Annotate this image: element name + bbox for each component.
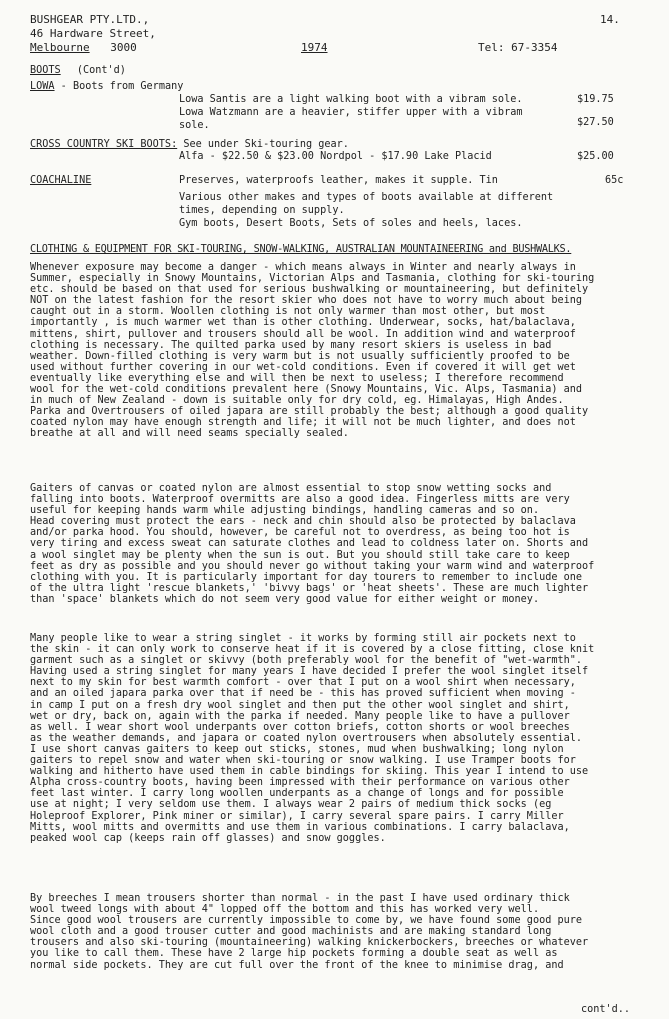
text-line: wool tweed longs with about 4" lopped off the bottom and this has worked very well. <box>30 904 540 916</box>
coachaline-price: 65c <box>605 175 624 186</box>
text-line: as well. I wear short wool underpants over cotton briefs, cotton shorts or wool breeches <box>30 721 570 733</box>
text-line: garment such as a singlet or skivvy (both preferably wool for the benefit of "wet-warmth". <box>30 655 583 667</box>
text-line: feet last winter. I carry long woollen underpants as a change of longs and for possible <box>30 788 564 800</box>
text-line: trousers and also ski-touring (mountaineering) walking knickerbockers, breeches or whatever <box>30 937 589 949</box>
text-line: Whenever exposure may become a danger - which means always in Winter and nearly always in <box>30 262 576 273</box>
text-line: a wool singlet may be plenty when the sun is out. But you should still take care to keep <box>30 549 570 561</box>
text-line: I use short canvas gaiters to keep out sticks, stones, mud when bushwalking; long nylon <box>30 743 564 755</box>
lowa-price-1: $19.75 <box>577 94 614 105</box>
other-boots-line: times, depending on supply. <box>179 205 345 216</box>
text-line: NOT on the latest fashion for the resort skier who does not have to worry much about being <box>30 295 583 307</box>
text-line: etc. should be based on that used for serious bushwalking or mountaineering, but definitely <box>30 284 589 296</box>
paragraph-4 <box>30 893 640 971</box>
company-name: BUSHGEAR PTY.LTD., <box>30 13 150 26</box>
text-line: feet as dry as possible and you should never go without taking your warm wind and waterproof <box>30 560 595 572</box>
city-line <box>30 41 137 54</box>
text-line: very tiring and excess sweat can saturate clothes and lead to coldness later on. Shorts and <box>30 538 589 550</box>
text-line: Parka and Overtrousers of oiled japara are still probably the best; although a good quality <box>30 406 589 418</box>
boots-contd: (Cont'd) <box>76 65 126 76</box>
text-line: Summer, especially in Snowy Mountains, Victorian Alps and Tasmania, clothing for ski-touring <box>30 273 595 285</box>
text-line: peaked wool cap (keeps rain off glasses) and snow goggles. <box>30 832 386 844</box>
text-line: Holeproof Explorer, Pink miner or similar), I carry several spare pairs. I carry Miller <box>30 810 564 822</box>
text-line: Gaiters of canvas or coated nylon are almost essential to stop snow wetting socks and <box>30 483 552 494</box>
text-line: clothing is necessary. The quilted parka used by many resort skiers is useless in bad <box>30 339 552 351</box>
lowa-title: LOWA <box>30 81 55 92</box>
phone: Tel: 67-3354 <box>478 41 558 54</box>
text-line: walking and hitherto have used them in cable bindings for skiing. This year I intend to use <box>30 766 589 778</box>
lowa-line-1: Lowa Santis are a light walking boot with a vibram sole. <box>179 94 523 105</box>
lowa-line-2: Lowa Watzmann are a heavier, stiffer upper with a vibram <box>179 107 523 118</box>
paragraph-2 <box>30 483 640 605</box>
coachaline-line: Preserves, waterproofs leather, makes it supple. Tin <box>179 175 498 186</box>
text-line: wool cloth and a good trouser cutter and good machinists and are making standard long <box>30 926 552 938</box>
xc-desc: See under Ski-touring gear. <box>177 139 349 150</box>
text-line: mittens, shirt, pullover and trousers should all be wool. In addition wind and waterproof <box>30 328 576 340</box>
xc-title: CROSS COUNTRY SKI BOOTS: <box>30 139 178 150</box>
text-line: Mitts, wool mitts and overmitts and use them in various combinations. I carry balaclava, <box>30 821 570 833</box>
coachaline-title: COACHALINE <box>30 175 92 186</box>
lowa-price-2: $27.50 <box>577 117 614 128</box>
boots-title: BOOTS <box>30 65 61 76</box>
text-line: weather. Down-filled clothing is very warm but is not usually sufficiently proofed to be <box>30 350 570 362</box>
other-boots-line: Various other makes and types of boots available at different <box>179 192 554 203</box>
lowa-desc: - Boots from Germany <box>54 81 184 92</box>
text-line: By breeches I mean trousers shorter than normal - in the past I have used ordinary thick <box>30 893 570 904</box>
other-boots-line: Gym boots, Desert Boots, Sets of soles and heels, laces. <box>179 218 523 229</box>
page-number: 14. <box>600 13 620 26</box>
text-line: caught out in a storm. Woollen clothing is not only warmer than most other, but most <box>30 306 546 318</box>
paragraph-3 <box>30 633 640 844</box>
text-line: clothing with you. It is particularly important for day tourers to remember to include one <box>30 571 583 583</box>
text-line: useful for keeping hands warm while adjusting bindings, handling cameras and so on. <box>30 505 540 517</box>
continued-footer: cont'd.. <box>581 1004 631 1015</box>
text-line: as the weather demands, and japara or coated nylon overtrousers when absolutely essential. <box>30 732 583 744</box>
text-line: Since good wool trousers are currently impossible to come by, we have found some good pure <box>30 915 583 927</box>
text-line: the skin - it can only work to conserve heat if it is covered by a close fitting, close knit <box>30 644 595 656</box>
year: 1974 <box>301 41 328 54</box>
clothing-heading: CLOTHING & EQUIPMENT FOR SKI-TOURING, SNOW-WALKING, AUSTRALIAN MOUNTAINEERING and BUSHWALKS. <box>30 244 572 255</box>
text-line: used without further covering in our wet-cold conditions. Even if covered it will get wet <box>30 361 576 373</box>
xc-price: $25.00 <box>577 151 614 162</box>
other-boots-block <box>179 191 619 230</box>
text-line: in much of New Zealand - down is suitable only for dry cold, eg. Himalayas, High Andes. <box>30 395 564 407</box>
text-line: you like to call them. These have 2 large hip pockets forming a double seat as well as <box>30 948 558 960</box>
text-line: use at night; I very seldom use them. I always wear 2 pairs of medium thick socks (eg <box>30 799 552 811</box>
text-line: falling into boots. Waterproof overmitts are also a good idea. Fingerless mitts are very <box>30 494 570 506</box>
text-line: wool for the wet-cold conditions prevalent here (Snowy Mountains, Vic. Alps, Tasmania) and <box>30 384 583 396</box>
paragraph-1 <box>30 262 640 440</box>
lowa-heading <box>30 81 183 92</box>
text-line: and/or parka hood. You should, however, be careful not to overdress, as being too hot is <box>30 527 570 539</box>
xc-boots-heading <box>30 139 349 150</box>
text-line: and an oiled japara parka over that if need be - this has proved sufficient when moving - <box>30 688 576 700</box>
boots-heading <box>30 65 126 76</box>
text-line: coated nylon may have enough strength and life; it will not be much lighter, and does not <box>30 417 576 429</box>
postcode: 3000 <box>110 41 137 54</box>
street-address: 46 Hardware Street, <box>30 27 156 40</box>
text-line: in camp I put on a fresh dry wool singlet and then put the other wool singlet and shirt, <box>30 699 570 711</box>
xc-line: Alfa - $22.50 & $23.00 Nordpol - $17.90 Lake Placid <box>179 151 492 162</box>
text-line: Many people like to wear a string singlet - it works by forming still air pockets next to <box>30 633 576 644</box>
text-line: eventually like everything else and will then be next to useless; I therefore recommend <box>30 372 564 384</box>
text-line: Alpha cross-country boots, having been impressed with their performance on various other <box>30 777 570 789</box>
text-line: normal side pockets. They are cut full over the front of the knee to minimise drag, and <box>30 959 564 971</box>
text-line: importantly , is much warmer wet than is other clothing. Underwear, socks, hat/balaclava, <box>30 317 576 329</box>
text-line: wet or dry, back on, again with the parka if needed. Many people like to have a pullover <box>30 710 570 722</box>
text-line: gaiters to repel snow and water when ski-touring or snow walking. I use Tramper boots for <box>30 755 576 767</box>
text-line: Head covering must protect the ears - neck and chin should also be protected by balaclava <box>30 516 576 528</box>
city: Melbourne <box>30 41 90 54</box>
text-line: breathe at all and will need seams specially sealed. <box>30 428 349 440</box>
text-line: Having used a string singlet for many years I have decided I prefer the wool singlet itself <box>30 666 589 678</box>
text-line: than 'space' blankets which do not seem very good value for either weight or money. <box>30 593 540 605</box>
lowa-line-3: sole. <box>179 120 210 131</box>
text-line: of the ultra light 'rescue blankets,' 'bivvy bags' or 'heat sheets'. These are much lighter <box>30 582 589 594</box>
text-line: next to my skin for best warmth comfort - over that I put on a wool shirt when necessary, <box>30 677 576 689</box>
